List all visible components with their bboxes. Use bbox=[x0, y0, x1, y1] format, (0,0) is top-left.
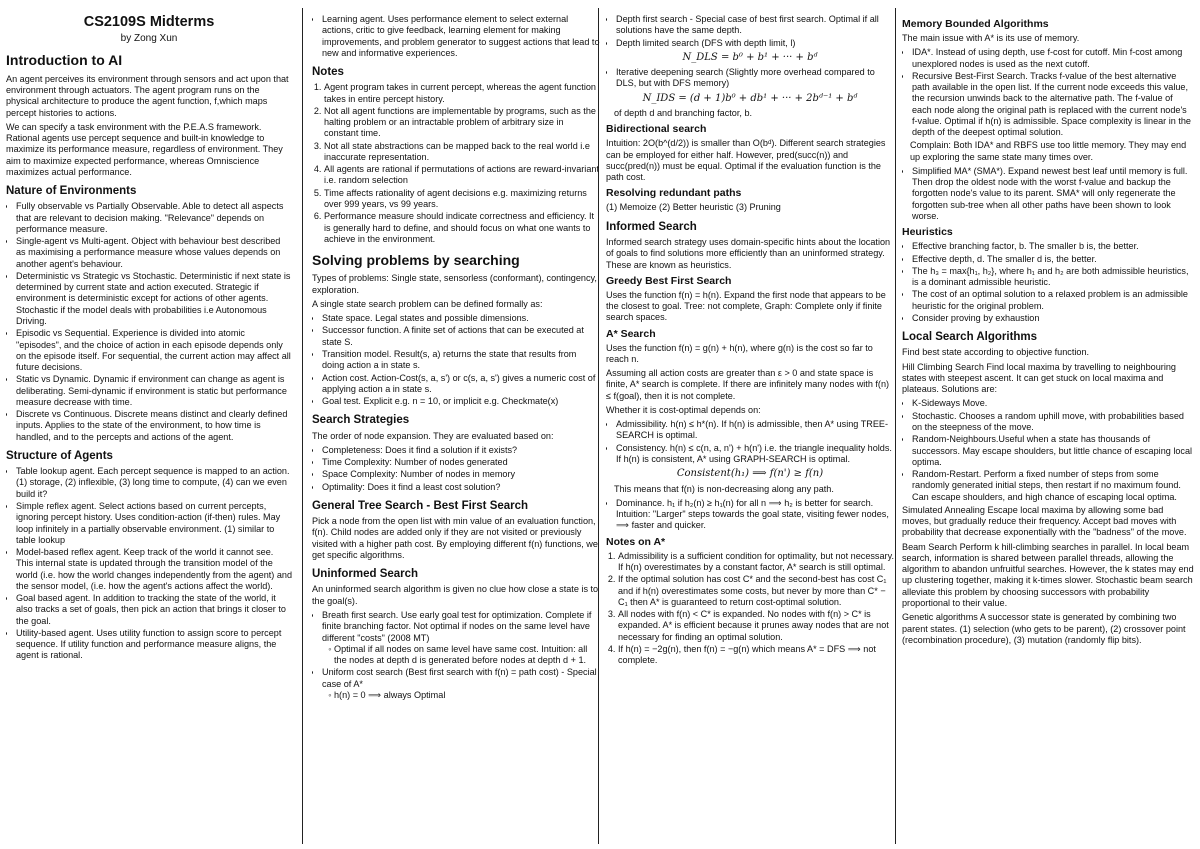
list-item: 3. Not all state abstractions can be mapped back to the real world i.e inaccurate representation. bbox=[324, 141, 600, 164]
list-item: • Episodic vs Sequential. Experience is divided into atomic "episodes", and the choice of action in each episode depends only on the episode itself. For sequential, the current action may affect all future decisions. bbox=[16, 328, 292, 373]
single-state-paragraph: A single state search problem can be defined formally as: bbox=[312, 298, 543, 309]
annealing-paragraph: Simulated Annealing Escape local maxima by allowing some bad moves, but gradually reduce their frequency. Accept bad moves with probability that decrease exponentially with the "badness" of the move. bbox=[902, 504, 1187, 538]
intro-paragraph: An agent perceives its environment through sensors and act upon that environment through actuators. The agent program runs on the physical architecture to produce the agent function, f,which maps percept histories to actions. bbox=[6, 73, 289, 118]
page-title: CS2109S Midterms bbox=[83, 14, 215, 30]
list-item: • Random-Restart. Perform a fixed number of steps from some randomly generated initial steps, then restart if no maximum found. Can escape shoulders, and high chance of escaping local optima. bbox=[912, 469, 1194, 503]
greedy-heading: Greedy Best First Search bbox=[606, 274, 732, 287]
list-item: • Admissibility. h(n) ≤ h*(n). If h(n) is admissible, then A* using TREE-SEARCH is optimal. bbox=[616, 419, 894, 442]
list-item: • The h₃ = max{h₁, h₂}, where h₁ and h₂ are both admissible heuristics, is a dominant admissible heuristic. bbox=[912, 266, 1194, 289]
local-search-paragraph: Find best state according to objective function. bbox=[902, 347, 1090, 358]
ucs-text: Uniform cost search (Best first search with f(n) = path cost) - Special case of A* bbox=[322, 667, 597, 689]
list-item: ◦ Optimal if all nodes on same level have same cost. Intuition: all the nodes at depth d is generated before nodes at depth d + 1. bbox=[334, 644, 600, 667]
list-item: • Model-based reflex agent. Keep track of the world it cannot see. This internal state is updated through the transition model of the world (i.e. how the world changes independently from the agent) and the sensor model, (i.e. how the agent's actions affect the world). bbox=[16, 547, 292, 592]
uninformed-search-heading: Uninformed Search bbox=[312, 568, 419, 581]
strategies-list bbox=[312, 445, 600, 493]
bfs-sublist bbox=[322, 644, 600, 667]
list-item: • IDA*. Instead of using depth, use f-cost for cutoff. Min f-cost among unexplored nodes is used as the next cutoff. bbox=[912, 47, 1194, 70]
depth-search-list bbox=[606, 14, 894, 49]
environments-heading: Nature of Environments bbox=[6, 185, 137, 198]
list-item: • Successor function. A finite set of actions that can be executed at state S. bbox=[322, 325, 600, 348]
list-item: • Time Complexity: Number of nodes generated bbox=[322, 457, 600, 468]
page-author: by Zong Xun bbox=[120, 32, 178, 44]
memory-bounded-heading: Memory Bounded Algorithms bbox=[902, 18, 1049, 30]
list-item: 2. Not all agent functions are implementable by programs, such as the halting problem or an intractable problem of arbitrary size in constant time. bbox=[324, 106, 600, 140]
list-item bbox=[322, 667, 600, 701]
list-item: • Discrete vs Continuous. Discrete means distinct and clearly defined inputs. Applies to the state of the environment, to how time is handled, and to the percepts and actions of the agent. bbox=[16, 409, 292, 443]
general-tree-search-paragraph: Pick a node from the open list with min value of an evaluation function, f(n). Child nodes are added only if they are not visited or previously visited with a higher path cost. By employing different f(n) functions, we get specific algorithms. bbox=[312, 516, 598, 560]
list-item: • Deterministic vs Strategic vs Stochastic. Deterministic if next state is determined by current state and action executed. Strategic if environment is deterministic except for actions of other agents. Stochastic if the model deals with probabilities i.e Autonomous Driving. bbox=[16, 271, 292, 327]
list-item bbox=[322, 610, 600, 666]
column-3 bbox=[606, 14, 894, 842]
list-item: 4. If h(n) = −2g(n), then f(n) = −g(n) which means A* = DFS ⟹ not complete. bbox=[618, 644, 894, 667]
list-item: • Consider proving by exhaustion bbox=[912, 313, 1194, 324]
column-divider bbox=[302, 8, 303, 844]
greedy-paragraph: Uses the function f(n) = h(n). Expand the first node that appears to be the closest to goal. Tree: not complete, Graph: Complete only if finite search spaces. bbox=[606, 289, 886, 323]
astar-list bbox=[606, 419, 894, 465]
complain-paragraph: Complain: Both IDA* and RBFS use too little memory. They may end up exploring the same state many times over. bbox=[910, 140, 1187, 162]
list-item: • Static vs Dynamic. Dynamic if environment can change as agent is deliberating. Semi-dynamic if environment is static but performance measure decrease with time. bbox=[16, 374, 292, 408]
strategies-heading: Search Strategies bbox=[312, 414, 410, 427]
environments-list bbox=[6, 201, 292, 443]
astar-paragraph: Whether it is cost-optimal depends on: bbox=[606, 404, 761, 415]
dominance-list bbox=[606, 498, 894, 532]
list-item: • Effective branching factor, b. The smaller b is, the better. bbox=[912, 241, 1194, 252]
list-item: • K-Sideways Move. bbox=[912, 398, 1194, 409]
problem-types-paragraph: Types of problems: Single state, sensorless (conformant), contingency, exploration. bbox=[312, 273, 597, 295]
list-item: • Recursive Best-First Search. Tracks f-value of the best alternative path available in the open list. If the current node exceeds this value, the recursion unwinds back to the alternative path. The f-value of each node along the original path is replaced with the current node's f-value. Optimal if h(n) is admissible. Space complexity is linear in the depth of the deepest optimal solution. bbox=[912, 71, 1194, 139]
astar-notes-heading: Notes on A* bbox=[606, 535, 666, 548]
list-item: • Consistency. h(n) ≤ c(n, a, n') + h(n') i.e. the triangle inequality holds. If h(n) is consistent, A* using GRAPH-SEARCH is optimal. bbox=[616, 443, 894, 466]
ids-formula: N_IDS = (d + 1)b⁰ + db¹ + ··· + 2bᵈ⁻¹ + bᵈ bbox=[642, 92, 858, 104]
list-item: • Random-Neighbours.Useful when a state has thousands of successors. May escape shoulders, but little chance of escaping local optima. bbox=[912, 434, 1194, 468]
list-item: • State space. Legal states and possible dimensions. bbox=[322, 313, 600, 324]
sma-list bbox=[902, 166, 1194, 222]
list-item: • Stochastic. Chooses a random uphill move, with probabilities based on the steepness of the move. bbox=[912, 411, 1194, 434]
list-item: • Learning agent. Uses performance element to select external actions, critic to give feedback, learning element for making improvements, and problem generator to suggest actions that lead to new and informative experiences. bbox=[322, 14, 600, 59]
strategies-paragraph: The order of node expansion. They are evaluated based on: bbox=[312, 430, 554, 441]
list-item: • Table lookup agent. Each percept sequence is mapped to an action. (1) storage, (2) inflexible, (3) long time to compute, (4) can we even build it? bbox=[16, 466, 292, 500]
list-item: 1. Agent program takes in current percept, whereas the agent function takes in entire percept history. bbox=[324, 82, 600, 105]
notes-list bbox=[312, 82, 600, 245]
intro-heading: Introduction to AI bbox=[6, 52, 123, 69]
local-search-heading: Local Search Algorithms bbox=[902, 331, 1038, 344]
bfs-text: Breath first search. Use early goal test for optimization. Complete if finite branching factor. Not optimal if nodes on the same level have different "costs" (2008 MT) bbox=[322, 609, 592, 643]
column-1 bbox=[6, 14, 292, 842]
informed-search-heading: Informed Search bbox=[606, 220, 697, 233]
list-item: • Goal test. Explicit e.g. n = 10, or implicit e.g. Checkmate(x) bbox=[322, 396, 600, 407]
uninformed-search-paragraph: An uninformed search algorithm is given no clue how close a state is to the goal(s). bbox=[312, 584, 599, 606]
hill-climbing-list bbox=[902, 398, 1194, 502]
agents-heading: Structure of Agents bbox=[6, 449, 113, 462]
heuristics-heading: Heuristics bbox=[902, 226, 953, 239]
list-item: 6. Performance measure should indicate correctness and efficiency. It is generally hard to define, and should focus on what one wants to achieve in the environment. bbox=[324, 211, 600, 245]
list-item: • Simplified MA* (SMA*). Expand newest best leaf until memory is full. Then drop the oldest node with the worst f-value and backup the forgotten node's value to its parent. SMA* will only regenerate the forgotten sub-tree when all other paths have been shown to look worse. bbox=[912, 166, 1194, 222]
ids-list bbox=[606, 67, 894, 90]
astar-paragraph: Assuming all action costs are greater than ε > 0 and state space is finite, A* search is complete. If there are infinitely many nodes with f(n) ≤ f(goal), then it is not complete. bbox=[606, 368, 890, 401]
column-divider bbox=[895, 8, 896, 844]
informed-search-paragraph: Informed search strategy uses domain-specific hints about the location of goals to find solutions more efficiently than an uninformed strategy. These are known as heuristics. bbox=[606, 236, 891, 270]
memory-bounded-list bbox=[902, 47, 1194, 138]
list-item: • Simple reflex agent. Select actions based on current percepts, ignoring percept history. Uses condition-action (if-then) rules. May loop infinitely in a partially observable environment. (1) similar to table lookup bbox=[16, 501, 292, 546]
list-item: 5. Time affects rationality of agent decisions e.g. maximizing returns over 999 years, vs 99 years. bbox=[324, 188, 600, 211]
beam-search-paragraph: Beam Search Perform k hill-climbing searches in parallel. In local beam search, information is shared between parallel threads, allowing the algorithm to abandon unfruitful searches. However, the k states may end up clustering together, making it k-times slower. Stochastic beam search alleviate this problem by choosing successors with probability proportional to their value. bbox=[902, 541, 1194, 608]
memory-bounded-paragraph: The main issue with A* is its use of memory. bbox=[902, 33, 1080, 44]
peas-paragraph: We can specify a task environment with the P.E.A.S framework. Rational agents use percept sequence and built-in knowledge to maximize its performance measure, regardless of environment. They aim to maximize expected performance, whereas Omniscience maximizes actual performance. bbox=[6, 121, 283, 177]
bidirectional-paragraph: Intuition: 2O(b^(d/2)) is smaller than O(bᵈ). Different search strategies can be employed for either half. However, pred(succ(n)) and succ(pred(n)) must be equal. Optimal if the evaluation function is the path cost. bbox=[606, 138, 886, 183]
hill-climbing-paragraph: Hill Climbing Search Find local maxima by travelling to neighbouring states with steepest ascent. It can get stuck on local maxima and plateaus. Solutions are: bbox=[902, 361, 1176, 395]
list-item: • Transition model. Result(s, a) returns the state that results from doing action a in state s. bbox=[322, 349, 600, 372]
list-item: • Depth first search - Special case of best first search. Optimal if all solutions have the same depth. bbox=[616, 14, 894, 37]
list-item: 4. All agents are rational if permutations of actions are reward-invariant i.e. random selection bbox=[324, 164, 600, 187]
astar-paragraph: Uses the function f(n) = g(n) + h(n), where g(n) is the cost so far to reach n. bbox=[606, 342, 873, 364]
column-2 bbox=[312, 14, 600, 842]
list-item: • Depth limited search (DFS with depth limit, l) bbox=[616, 38, 894, 49]
consistency-note: This means that f(n) is non-decreasing along any path. bbox=[614, 483, 834, 494]
list-item: • Utility-based agent. Uses utility function to assign score to percept sequence. If utility function and performance measure aligns, the agent is rational. bbox=[16, 628, 292, 662]
redundant-paths-heading: Resolving redundant paths bbox=[606, 187, 742, 200]
list-item: ◦ h(n) = 0 ⟹ always Optimal bbox=[334, 690, 600, 701]
list-item: • Goal based agent. In addition to tracking the state of the world, it also tracks a set of goals, then pick an action that brings it closer to the goal. bbox=[16, 593, 292, 627]
list-item: • Space Complexity: Number of nodes in memory bbox=[322, 469, 600, 480]
list-item: • Single-agent vs Multi-agent. Object with behaviour best described as maximising a performance measure whose values depends on another agent's behaviour. bbox=[16, 236, 292, 270]
ucs-sublist bbox=[322, 690, 600, 701]
list-item: • Fully observable vs Partially Observable. Able to detect all aspects that are relevant to decision making. "Relevance" depends on performance measure. bbox=[16, 201, 292, 235]
list-item: 3. All nodes with f(n) < C* is expanded. No nodes with f(n) > C* is expanded. A* is efficient because it prunes away nodes that are not necessary for finding an optimal solution. bbox=[618, 609, 894, 643]
list-item: 2. If the optimal solution has cost C* and the second-best has cost C₁ and if h(n) overestimates some costs, but never by more than C* − C₁ then A* is guaranteed to return cost-optimal solution. bbox=[618, 574, 894, 608]
list-item: • Completeness: Does it find a solution if it exists? bbox=[322, 445, 600, 456]
bidirectional-heading: Bidirectional search bbox=[606, 123, 707, 136]
column-4 bbox=[902, 14, 1194, 842]
list-item: • Optimality: Does it find a least cost solution? bbox=[322, 482, 600, 493]
list-item: 1. Admissibility is a sufficient condition for optimality, but not necessary. If h(n) overestimates by a constant factor, A* search is still optimal. bbox=[618, 551, 894, 574]
agents-list bbox=[6, 466, 292, 662]
learning-agent-list bbox=[312, 14, 600, 59]
general-tree-search-heading: General Tree Search - Best First Search bbox=[312, 499, 529, 512]
consistency-formula: Consistent(h₁) ⟹ f(n') ≥ f(n) bbox=[676, 468, 824, 480]
astar-notes-list bbox=[606, 551, 894, 667]
heuristics-list bbox=[902, 241, 1194, 324]
list-item: • Iterative deepening search (Slightly more overhead compared to DLS, but with DFS memory) bbox=[616, 67, 894, 90]
list-item: • Effective depth, d. The smaller d is, the better. bbox=[912, 254, 1194, 265]
genetic-paragraph: Genetic algorithms A successor state is generated by combining two parent states. (1) selection (who gets to be parent), (2) crossover point (recombination procedure), (3) mutation (randomly flip bits). bbox=[902, 612, 1186, 645]
solving-heading: Solving problems by searching bbox=[312, 252, 520, 269]
list-item: • The cost of an optimal solution to a relaxed problem is an admissible heuristic for the original problem. bbox=[912, 289, 1194, 312]
ids-note: of depth d and branching factor, b. bbox=[614, 108, 753, 119]
uninformed-list bbox=[312, 610, 600, 701]
list-item: • Action cost. Action-Cost(s, a, s') or c(s, a, s') gives a numeric cost of applying action a in state s. bbox=[322, 373, 600, 396]
formal-definition-list bbox=[312, 313, 600, 407]
redundant-paths-paragraph: (1) Memoize (2) Better heuristic (3) Pruning bbox=[606, 202, 781, 213]
dls-formula: N_DLS = b⁰ + b¹ + ··· + bᵈ bbox=[682, 51, 818, 63]
notes-heading: Notes bbox=[312, 66, 344, 79]
astar-heading: A* Search bbox=[606, 327, 656, 340]
list-item: • Dominance. h₁ if h₂(n) ≥ h₁(n) for all n ⟹ h₂ is better for search. Intuition: "Larger" steps towards the goal state, visiting fewer nodes, ⟹ faster and quicker. bbox=[616, 498, 894, 532]
